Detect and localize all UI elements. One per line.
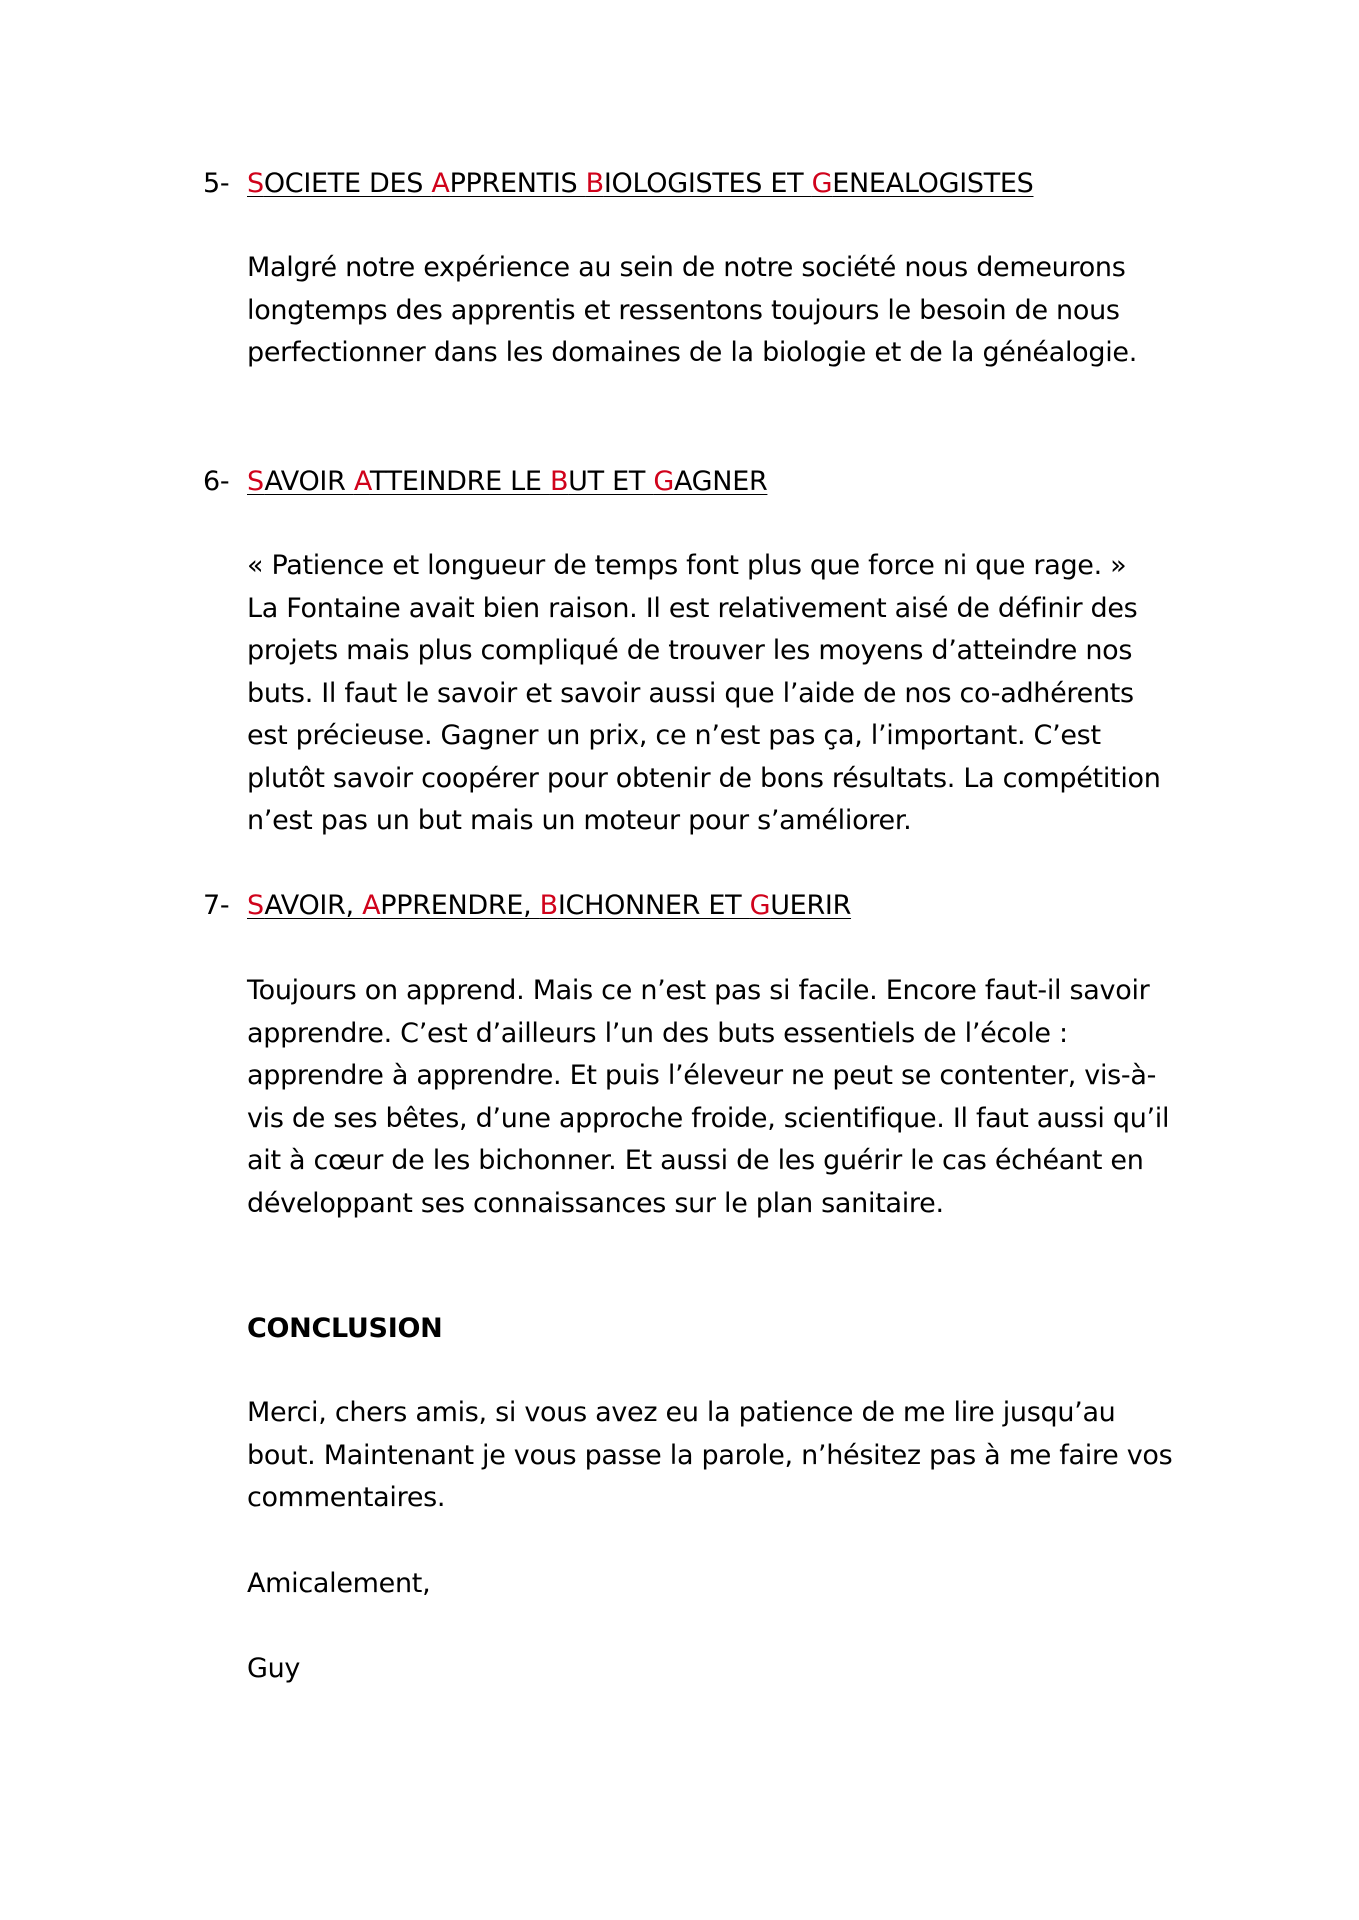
section-heading — [203, 164, 1034, 204]
title-part: UERIR — [770, 890, 852, 921]
title-part: G — [811, 168, 833, 199]
title-part: TTEINDRE LE — [369, 466, 550, 497]
paragraph-line: « Patience et longueur de temps font plus que force ni que rage. » — [247, 550, 1127, 581]
title-part: S — [247, 168, 264, 199]
title-part: ICHONNER ET — [557, 890, 750, 921]
conclusion-heading: CONCLUSION — [247, 1313, 443, 1344]
section-title — [247, 890, 851, 921]
paragraph-line: Toujours on apprend. Mais ce n’est pas si facile. Encore faut-il savoir — [247, 975, 1150, 1006]
title-part: B — [549, 466, 569, 497]
title-part: S — [247, 466, 265, 497]
title-part: S — [247, 890, 265, 921]
title-part: AVOIR — [264, 466, 354, 497]
section-number: 7- — [203, 890, 230, 921]
title-part: A — [362, 890, 381, 921]
title-part: OCIETE DES — [263, 168, 432, 199]
section-number: 5- — [203, 168, 230, 199]
paragraph-line: projets mais plus compliqué de trouver les moyens d’atteindre nos — [247, 635, 1133, 666]
paragraph-line: commentaires. — [247, 1482, 446, 1513]
section-title — [247, 168, 1034, 199]
title-part: B — [539, 890, 558, 921]
title-part: PPRENDRE, — [380, 890, 540, 921]
closing-line: Amicalement, — [247, 1568, 431, 1599]
paragraph-line: n’est pas un but mais un moteur pour s’améliorer. — [247, 805, 912, 836]
paragraph-line: plutôt savoir coopérer pour obtenir de bons résultats. La compétition — [247, 762, 1161, 794]
title-part: UT ET — [568, 466, 654, 497]
paragraph-line: vis de ses bêtes, d’une approche froide, scientifique. Il faut aussi qu’il — [247, 1102, 1170, 1134]
title-part: PPRENTIS — [449, 168, 586, 199]
title-part: AGNER — [673, 466, 768, 497]
section-title — [247, 466, 767, 497]
paragraph-line: Malgré notre expérience au sein de notre société nous demeurons — [247, 252, 1126, 283]
paragraph-line: buts. Il faut le savoir et savoir aussi que l’aide de nos co-adhérents — [247, 677, 1134, 709]
section-heading — [203, 886, 851, 926]
conclusion-paragraph — [247, 1392, 1227, 1520]
title-part: ENEALOGISTES — [832, 168, 1034, 199]
paragraph-line: apprendre. C’est d’ailleurs l’un des buts essentiels de l’école : — [247, 1017, 1068, 1049]
paragraph-line: perfectionner dans les domaines de la biologie et de la généalogie. — [247, 337, 1138, 368]
section-heading — [203, 462, 767, 502]
title-part: A — [353, 466, 370, 497]
section-number: 6- — [203, 466, 230, 497]
paragraph-line: est précieuse. Gagner un prix, ce n’est pas ça, l’important. C’est — [247, 720, 1101, 751]
paragraph-line: développant ses connaissances sur le plan sanitaire. — [247, 1187, 944, 1219]
paragraph-line: ait à cœur de les bichonner. Et aussi de les guérir le cas échéant en — [247, 1145, 1144, 1176]
section-paragraph — [247, 247, 1227, 375]
paragraph-line: longtemps des apprentis et ressentons toujours le besoin de nous — [247, 294, 1120, 326]
title-part: AVOIR, — [264, 890, 363, 921]
section-paragraph — [247, 545, 1227, 843]
title-part: A — [431, 168, 450, 199]
title-part: G — [653, 466, 674, 497]
section-paragraph — [247, 970, 1227, 1225]
title-part: B — [585, 168, 604, 199]
title-part: G — [749, 890, 771, 921]
paragraph-line: La Fontaine avait bien raison. Il est relativement aisé de définir des — [247, 592, 1138, 624]
paragraph-line: apprendre à apprendre. Et puis l’éleveur ne peut se contenter, vis-à- — [247, 1060, 1157, 1091]
paragraph-line: bout. Maintenant je vous passe la parole, n’hésitez pas à me faire vos — [247, 1439, 1173, 1471]
paragraph-line: Merci, chers amis, si vous avez eu la patience de me lire jusqu’au — [247, 1397, 1116, 1428]
signature: Guy — [247, 1653, 301, 1684]
title-part: IOLOGISTES ET — [603, 168, 812, 199]
